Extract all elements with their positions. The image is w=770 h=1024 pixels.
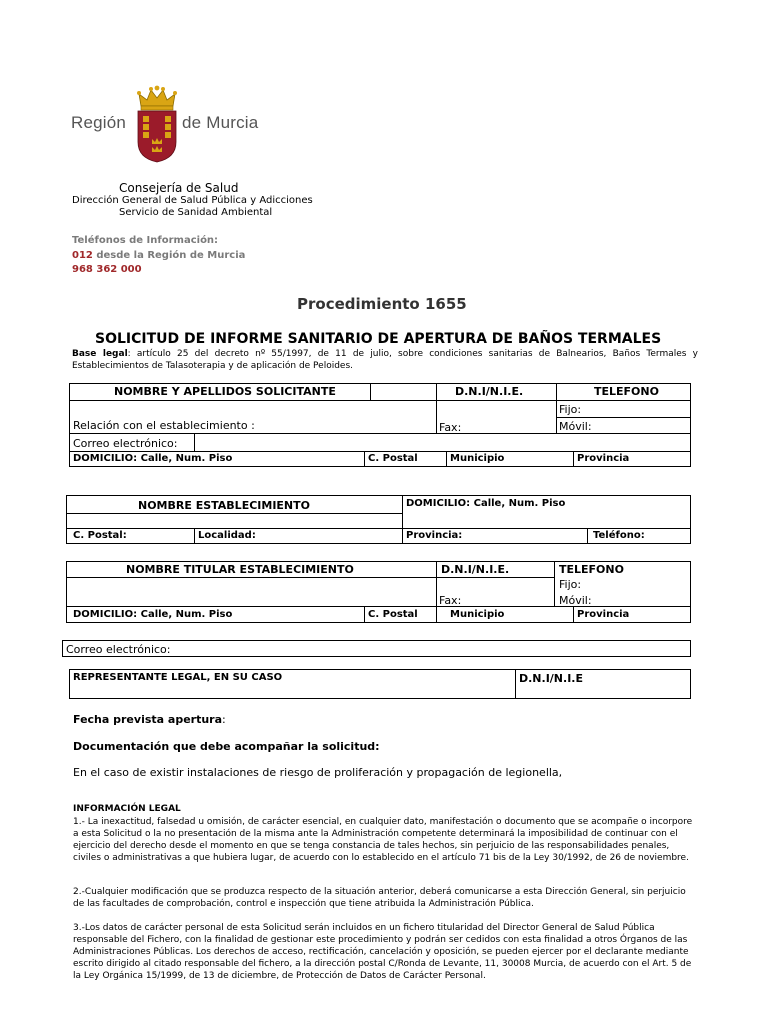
solicitante-movil-field[interactable]: Móvil: — [559, 420, 592, 433]
consejeria-label: Consejería de Salud — [119, 181, 239, 195]
base-legal-label: Base legal — [72, 349, 128, 359]
telefono-012: 012 — [72, 250, 93, 261]
solicitante-tel-header: TELEFONO — [594, 385, 659, 398]
titular-provincia-field[interactable]: Provincia — [577, 609, 630, 620]
titular-nombre-header: NOMBRE TITULAR ESTABLECIMIENTO — [126, 563, 354, 576]
fecha-prevista-label: Fecha prevista apertura — [73, 713, 223, 726]
titular-domicilio-field[interactable]: DOMICILIO: Calle, Num. Piso — [73, 609, 233, 620]
telefonos-heading: Teléfonos de Información: — [72, 235, 219, 246]
documentacion-heading: Documentación que debe acompañar la solicitud: — [73, 740, 380, 753]
establecimiento-telefono-field[interactable]: Teléfono: — [593, 530, 645, 541]
titular-fijo-field[interactable]: Fijo: — [559, 578, 582, 591]
logo-text-region: Región — [71, 113, 127, 132]
titular-correo-field: Correo electrónico: — [66, 643, 171, 656]
solicitante-name-header: NOMBRE Y APELLIDOS SOLICITANTE — [114, 385, 336, 398]
legionella-text: En el caso de existir instalaciones de riesgo de proliferación y propagación de legionella, — [73, 766, 563, 779]
logo-text-murcia: de Murcia — [182, 113, 259, 132]
solicitante-fax-field[interactable]: Fax: — [439, 421, 462, 434]
legal-paragraph-3: 3.-Los datos de carácter personal de esta Solicitud serán incluidos en un fichero titularidad del Director General de Salud Pública responsable del Fichero, con la finalidad de gestionar este procedimiento y podrán ser cedidos con esta finalidad a otros Órganos de las Administraciones Públicas. Los derechos de acceso, rectificación, cancelación y oposición, se pueden ejercer por el declarante mediante escrito dirigido al citado responsable del fichero, a la dirección postal C/Ronda de Levante, 11, 30008 Murcia, de acuerdo con el Art. 5 de la Ley Orgánica 15/1999, de 13 de diciembre, de Protección de Datos de Carácter Personal. — [73, 923, 692, 981]
titular-tel-header: TELEFONO — [559, 563, 624, 576]
solicitante-provincia-field[interactable]: Provincia — [577, 453, 630, 464]
fecha-prevista-colon: : — [222, 713, 226, 726]
telefono-012-desc: desde la Región de Murcia — [92, 250, 246, 261]
solicitante-correo-field[interactable]: Correo electrónico: — [73, 437, 178, 450]
solicitante-relacion-field[interactable]: Relación con el establecimiento : — [73, 419, 255, 432]
titular-fax-field[interactable]: Fax: — [439, 594, 462, 607]
servicio-label: Servicio de Sanidad Ambiental — [119, 207, 273, 218]
establecimiento-provincia-field[interactable]: Provincia: — [406, 530, 463, 541]
solicitante-fijo-field[interactable]: Fijo: — [559, 403, 582, 416]
establecimiento-domicilio-field[interactable]: DOMICILIO: Calle, Num. Piso — [406, 498, 566, 509]
titular-movil-field[interactable]: Móvil: — [559, 594, 592, 607]
establecimiento-localidad-field[interactable]: Localidad: — [198, 530, 256, 541]
solicitante-cpostal-field[interactable]: C. Postal — [368, 453, 418, 464]
establecimiento-cpostal-field[interactable]: C. Postal: — [73, 530, 127, 541]
titular-cpostal-field[interactable]: C. Postal — [368, 609, 418, 620]
representante-dni[interactable]: D.N.I/N.I.E — [519, 672, 583, 685]
base-legal-text: : artículo 25 del decreto nº 55/1997, de 11 de julio, sobre condiciones sanitarias de Balnearios, Baños Termales y Establecimientos de Talasoterapia y de aplicación de Peloides. — [72, 349, 698, 371]
titular-municipio-field[interactable]: Municipio — [450, 609, 505, 620]
procedure-number: Procedimiento 1655 — [297, 295, 467, 313]
base-legal — [72, 348, 698, 372]
establecimiento-nombre-header: NOMBRE ESTABLECIMIENTO — [138, 499, 310, 512]
region-murcia-crest-icon — [135, 84, 179, 164]
legal-paragraph-1: 1.- La inexactitud, falsedad u omisión, de carácter esencial, en cualquier dato, manifestación o documento que se acompañe o incorpore a esta Solicitud o la no presentación de la misma ante la Administración competente determinará la imposibilidad de continuar con el ejercicio del derecho desde el momento en que se tenga constancia de tales hechos, sin perjuicio de las responsabilidades penales, civiles o administrativas a que hubiera lugar, de acuerdo con lo establecido en el artículo 71 bis de la Ley 30/1992, de 26 de noviembre. — [73, 817, 693, 863]
telefono-number: 968 362 000 — [72, 264, 142, 275]
legal-heading: INFORMACIÓN LEGAL — [73, 804, 181, 814]
telefono-012-line — [72, 250, 245, 261]
solicitante-dni-header: D.N.I/N.I.E. — [455, 385, 524, 398]
fecha-prevista[interactable] — [73, 713, 226, 726]
titular-dni-header: D.N.I/N.I.E. — [441, 563, 510, 576]
solicitante-domicilio-field[interactable]: DOMICILIO: Calle, Num. Piso — [73, 453, 233, 464]
page-title: SOLICITUD DE INFORME SANITARIO DE APERTURA DE BAÑOS TERMALES — [95, 331, 662, 347]
solicitante-municipio-field[interactable]: Municipio — [450, 453, 505, 464]
representante-label[interactable]: REPRESENTANTE LEGAL, EN SU CASO — [73, 672, 283, 683]
legal-paragraph-2: 2.-Cualquier modificación que se produzca respecto de la situación anterior, deberá comunicarse a esta Dirección General, sin perjuicio de las facultades de comprobación, control e inspección que tiene atribuida la Administración Pública. — [73, 887, 686, 909]
direccion-label: Dirección General de Salud Pública y Adicciones — [72, 195, 313, 206]
